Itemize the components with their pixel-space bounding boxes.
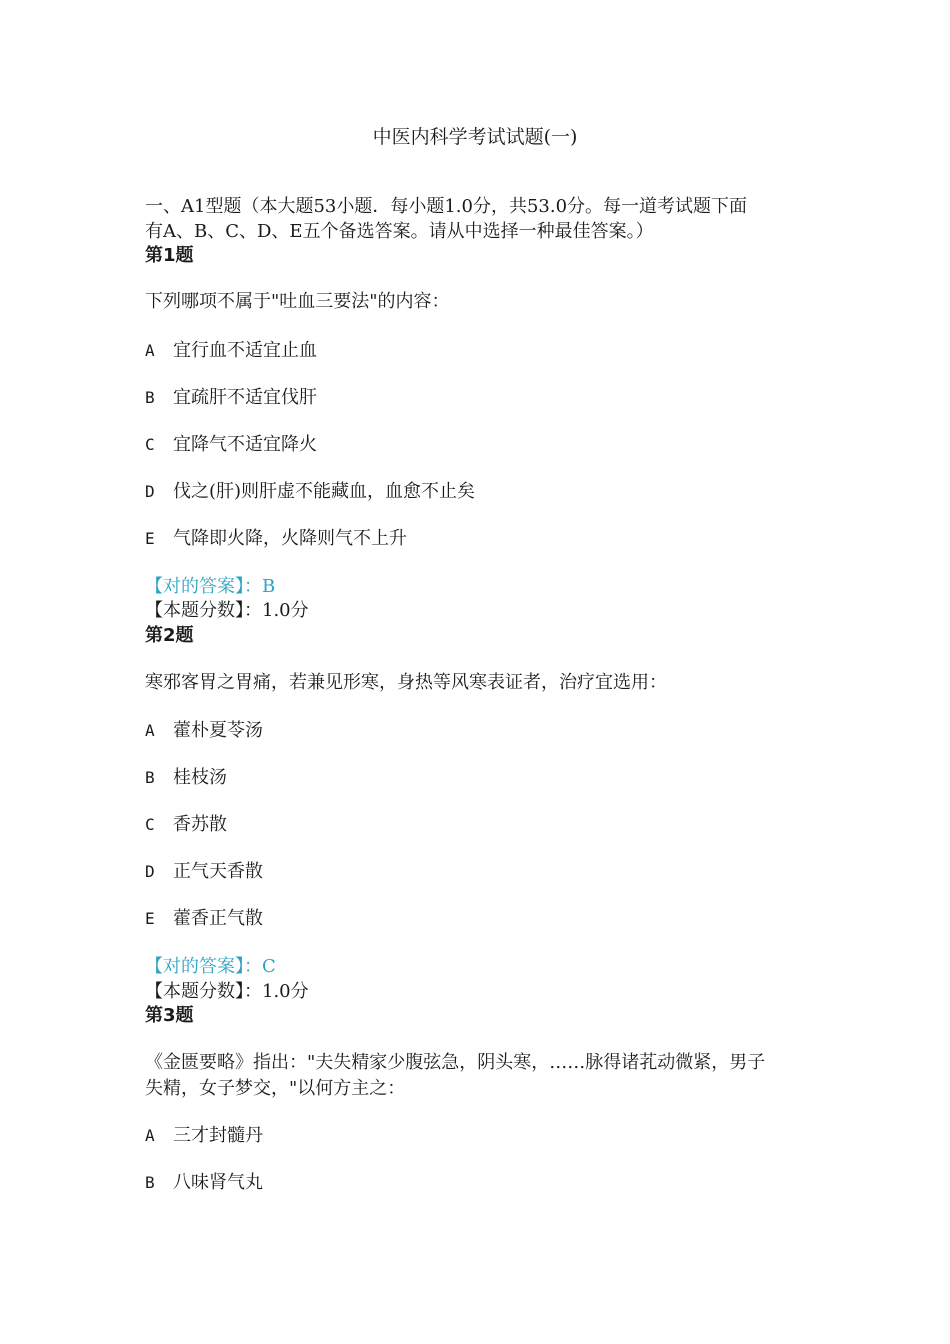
option-letter: D [145,482,155,501]
option-letter: B [145,1173,155,1192]
option-e [145,527,407,551]
option-letter: C [145,815,155,834]
option-letter: B [145,768,155,787]
question-stem [145,289,810,315]
question-stem-line: 失精，女子梦交，"以何方主之： [145,1078,406,1099]
option-text: 正气天香散 [173,861,263,882]
question-number: 第3题 [145,1005,194,1026]
option-text: 藿香正气散 [173,908,263,929]
question-stem-line: 下列哪项不属于"吐血三要法"的内容： [145,291,450,312]
option-e [145,907,263,931]
question-stem-line: 《金匮要略》指出："夫失精家少腹弦急，阴头寒，……脉得诸芤动微紧，男子 [145,1052,766,1073]
correct-answer: 【对的答案】：C [145,956,276,977]
option-letter: C [145,435,155,454]
question-number: 第2题 [145,625,194,646]
option-text: 香苏散 [173,814,227,835]
option-text: 宜行血不适宜止血 [173,340,317,361]
option-text: 桂枝汤 [173,767,227,788]
question-score: 【本题分数】：1.0分 [145,600,309,621]
option-c [145,433,317,457]
option-d [145,480,475,504]
question-stem [145,1050,810,1102]
option-letter: D [145,862,155,881]
option-c [145,813,227,837]
document-title: 中医内科学考试试题(一) [372,126,578,148]
option-letter: E [145,909,155,928]
option-a [145,719,263,743]
option-text: 藿朴夏苓汤 [173,720,263,741]
section-intro [145,194,810,244]
question-stem-line: 寒邪客胃之胃痛，若兼见形寒，身热等风寒表证者，治疗宜选用： [145,672,667,693]
option-letter: B [145,388,155,407]
option-text: 气降即火降，火降则气不上升 [173,528,407,549]
correct-answer: 【对的答案】：B [145,576,276,597]
option-b [145,386,317,410]
option-letter: A [145,341,155,360]
option-b [145,766,227,790]
section-intro-line: 有A、B、C、D、E五个备选答案。请从中选择一种最佳答案。） [145,221,654,242]
option-text: 宜疏肝不适宜伐肝 [173,387,317,408]
option-text: 伐之(肝)则肝虚不能藏血，血愈不止矣 [173,481,476,502]
option-text: 三才封髓丹 [173,1125,263,1146]
option-letter: A [145,1126,155,1145]
section-intro-line: 一、A1型题（本大题53小题．每小题1.0分，共53.0分。每一道考试题下面 [145,196,748,217]
question-score: 【本题分数】：1.0分 [145,981,309,1002]
option-text: 宜降气不适宜降火 [173,434,317,455]
option-a [145,339,317,363]
option-letter: E [145,529,155,548]
option-b [145,1171,263,1195]
option-letter: A [145,721,155,740]
option-a [145,1124,263,1148]
option-text: 八味肾气丸 [173,1172,263,1193]
question-stem [145,670,810,696]
question-number: 第1题 [145,245,194,266]
option-d [145,860,263,884]
